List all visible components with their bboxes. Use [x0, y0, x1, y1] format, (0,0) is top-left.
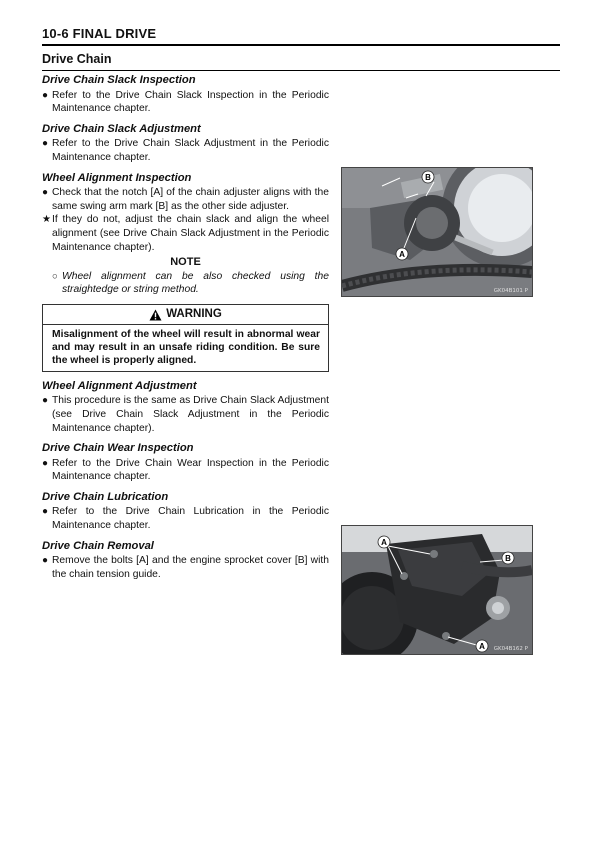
subheading: Wheel Alignment Adjustment	[42, 379, 197, 392]
warning-box	[42, 304, 329, 372]
star-item	[42, 213, 329, 254]
note-item	[42, 270, 329, 297]
wear-inspection-block	[42, 442, 329, 484]
label-a: A	[399, 250, 405, 259]
subheading: Drive Chain Slack Adjustment	[42, 122, 201, 135]
page-header	[42, 26, 560, 71]
subheading: Drive Chain Wear Inspection	[42, 442, 194, 455]
note-title: NOTE	[170, 256, 201, 269]
bullet-item	[42, 457, 329, 484]
bullet-item	[42, 89, 329, 116]
lubrication-block	[42, 491, 329, 533]
bullet-item	[42, 394, 329, 435]
wheel-alignment-inspection-block	[42, 172, 329, 297]
main-text-column	[42, 74, 329, 588]
sprocket-cover-photo	[341, 525, 533, 655]
removal-block	[42, 540, 329, 582]
bullet-item	[42, 186, 329, 213]
bullet-item	[42, 554, 329, 581]
bullet-icon: ●	[42, 138, 49, 150]
chain-adjuster-photo	[341, 167, 533, 297]
label-a-bottom: A	[479, 642, 485, 651]
section-title: Drive Chain	[42, 52, 112, 66]
section-rule	[42, 70, 560, 71]
subheading: Wheel Alignment Inspection	[42, 171, 192, 184]
bullet-text: This procedure is the same as Drive Chain Slack Adjustment (see Drive Chain Slack Adjustment in the Periodic Maintenance chapter).	[52, 395, 329, 434]
subheading: Drive Chain Removal	[42, 539, 154, 552]
bullet-icon: ●	[42, 457, 49, 469]
slack-adjustment-block	[42, 123, 329, 165]
bullet-text: Refer to the Drive Chain Wear Inspection in the Periodic Maintenance chapter.	[52, 457, 329, 483]
circle-icon: ○	[52, 270, 58, 282]
subheading: Drive Chain Slack Inspection	[42, 74, 196, 86]
warning-header	[43, 305, 328, 325]
bullet-icon: ●	[42, 187, 49, 199]
warning-title: WARNING	[166, 307, 222, 320]
figure-code: GK04B162 P	[493, 646, 528, 652]
bullet-item	[42, 505, 329, 532]
header-rule	[42, 44, 560, 46]
bullet-icon: ●	[42, 506, 49, 518]
slack-inspection-block	[42, 74, 329, 116]
bullet-text: Refer to the Drive Chain Slack Inspection in the Periodic Maintenance chapter.	[52, 89, 329, 115]
chain-adjuster-illustration	[342, 168, 532, 296]
star-text: If they do not, adjust the chain slack and align the wheel alignment (see Drive Chain Slack Adjustment in the Periodic Maintenance chapter).	[52, 214, 329, 253]
label-b: B	[505, 554, 511, 563]
bullet-icon: ●	[42, 89, 49, 101]
bullet-text: Refer to the Drive Chain Slack Adjustment in the Periodic Maintenance chapter.	[52, 138, 329, 163]
figure-code: GK04B101 P	[493, 288, 528, 294]
bullet-item	[42, 137, 329, 164]
star-icon: ★	[42, 214, 51, 226]
bullet-icon: ●	[42, 555, 49, 567]
sprocket-cover-illustration	[342, 526, 532, 654]
subheading: Drive Chain Lubrication	[42, 490, 169, 503]
note-text: Wheel alignment can be also checked using the straightedge or string method.	[62, 270, 329, 296]
bullet-text: Remove the bolts [A] and the engine sprocket cover [B] with the chain tension guide.	[52, 555, 329, 580]
bullet-text: Check that the notch [A] of the chain adjuster aligns with the same swing arm mark [B] as the other side adjuster.	[52, 187, 329, 212]
chapter-title: 10-6 FINAL DRIVE	[42, 26, 157, 41]
wheel-alignment-adjustment-block	[42, 380, 329, 435]
bullet-text: Refer to the Drive Chain Lubrication in the Periodic Maintenance chapter.	[52, 506, 329, 532]
bullet-icon: ●	[42, 395, 49, 407]
warning-text: Misalignment of the wheel will result in abnormal wear and may result in an unsafe riding condition. Be sure the wheel is properly aligned.	[52, 328, 320, 367]
label-b: B	[425, 173, 431, 182]
warning-icon	[149, 309, 162, 321]
label-a-top: A	[381, 538, 387, 547]
